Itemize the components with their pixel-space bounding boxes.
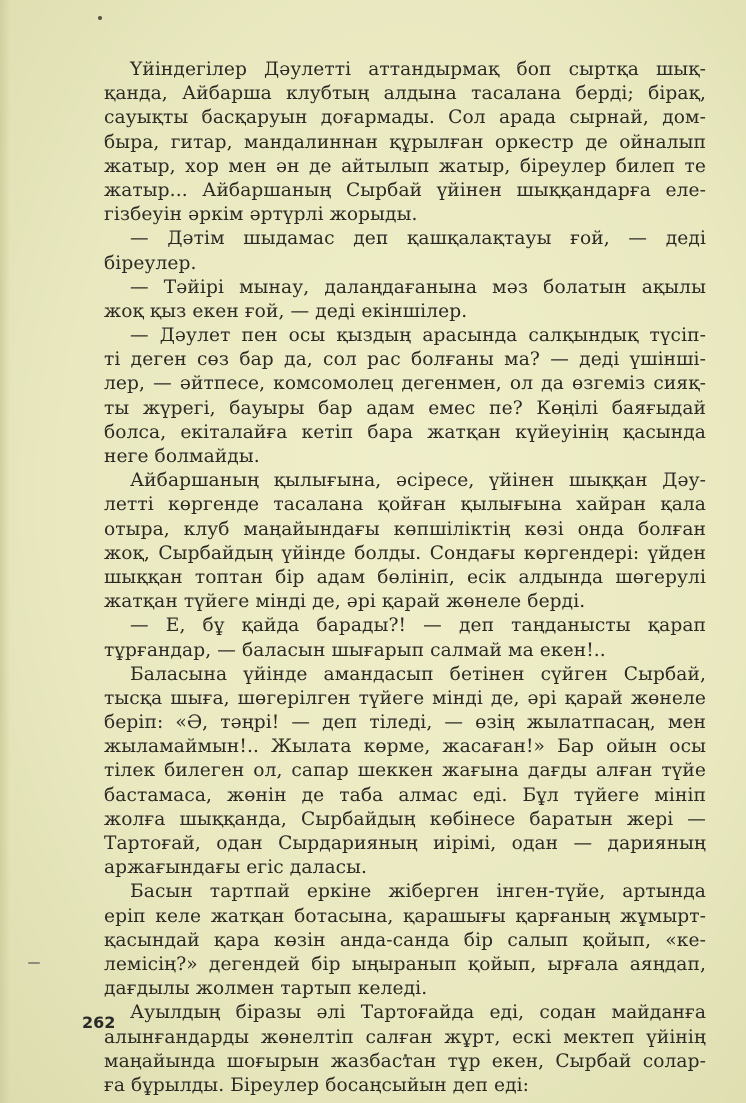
text-line: ты жүрегі, бауыры бар адам емес пе? Көңілі баяғыдай (104, 397, 706, 419)
text-line: летті көргенде тасалана қойған қылығына хайран қала (104, 494, 706, 516)
text-line: неге болмайды. (104, 446, 260, 467)
text-line: тұрғандар, — баласын шығарып салмай ма екен!.. (104, 639, 606, 661)
text-line: аржағындағы егіс даласы. (104, 857, 368, 879)
page-number: 262 (82, 1013, 116, 1032)
text-line: жатқан түйеге мінді де, әрі қарай жөнеле берді. (104, 591, 586, 613)
text-line: алынғандарды жөнелтіп салған жұрт, ескі мектеп үйінің (104, 1026, 706, 1048)
text-line: жоқ қыз екен ғой, — деді екіншілер. (104, 300, 468, 322)
text-line: Айбаршаның қылығына, әсіресе, үйінен шыққан Дәу- (130, 470, 706, 492)
text-line: жыламаймын!.. Жылата көрме, жасаған!» Бар ойын осы (104, 736, 706, 758)
page-edge-shadow (0, 0, 10, 1103)
text-line: Ауылдың біразы әлі Тартоғайда еді, содан майданға (130, 1002, 706, 1024)
text-line: Үйіндегілер Дәулетті аттандырмақ боп сыртқа шық- (130, 59, 706, 80)
text-line: отыра, клуб маңайындағы көпшіліктің көзі онда болған (104, 518, 706, 540)
text-line: Тартоғай, одан Сырдарияның иірімі, одан — дарияның (104, 833, 706, 854)
text-line: тысқа шыға, шөгерілген түйеге мінді де, әрі қарай жөнеле (104, 687, 706, 709)
text-line: біреулер. (104, 252, 197, 274)
text-line: Басын тартпай еркіне жіберген інген-түйе, артында (130, 881, 706, 903)
text-line: дағдылы жолмен тартып келеді. (104, 978, 428, 1000)
text-line: жолға шыққанда, Сырбайдың көбінесе баратын жері — (104, 808, 706, 830)
text-line: — Дәтім шыдамас деп қашқалақтауы ғой, — деді (130, 228, 706, 250)
text-line: жоқ, Сырбайдың үйінде болды. Сондағы көргендері: үйден (104, 542, 706, 564)
text-line: ға бұрылды. Біреулер босаңсыйын деп еді: (104, 1074, 530, 1096)
body-text (104, 58, 706, 1098)
text-line: тілек билеген ол, сапар шеккен жағына дағды алған түйе (104, 760, 706, 782)
text-line: жатыр... Айбаршаның Сырбай үйінен шыққандарға еле- (104, 179, 706, 201)
print-speck (98, 16, 102, 20)
text-line: быра, гитар, мандалиннан құрылған оркестр де ойналып (104, 131, 706, 153)
text-line: еріп келе жатқан ботасына, қарашығы қарғаның жұмырт- (104, 905, 706, 927)
text-line: қанда, Айбарша клубтың алдына тасалана берді; бірақ, (104, 83, 706, 105)
text-line: — Дәулет пен осы қыздың арасында салқындық түсіп- (130, 325, 706, 347)
text-line: — Тәйірі мынау, далаңдағанына мәз болатын ақылы (130, 276, 706, 298)
text-line: болса, екіталайға кетіп бара жатқан күйеуінің қасында (104, 421, 706, 443)
text-line: маңайында шоғырын жазбастан тұр екен, Сырбай солар- (104, 1050, 706, 1072)
text-line: беріп: «Ә, тәңрі! — деп тіледі, — өзің жылатпасаң, мен (104, 712, 706, 734)
text-line: — Е, бұ қайда барады?! — деп таңданысты қарап (130, 615, 706, 637)
print-speck (28, 962, 40, 964)
text-line: Баласына үйінде амандасып бетінен сүйген Сырбай, (130, 663, 706, 685)
text-line: гізбеуін әркім әртүрлі жорыды. (104, 204, 418, 226)
text-line: сауықты басқаруын доғармады. Сол арада сырнай, дом- (104, 107, 706, 129)
text-line: лемісің?» дегендей бір ыңыранып қойып, ырғала аяңдап, (104, 953, 706, 975)
text-line: бастамаса, жөнін де таба алмас еді. Бұл түйеге мініп (104, 784, 706, 806)
text-line: қасындай қара көзін анда-санда бір салып қойып, «ке- (104, 929, 706, 951)
text-line: жатыр, хор мен ән де айтылып жатыр, біреулер билеп те (104, 155, 706, 177)
text-line: ті деген сөз бар да, сол рас болғаны ма? — деді үшінші- (104, 349, 706, 371)
text-line: шыққан топтан бір адам бөлініп, есік алдында шөгерулі (104, 566, 706, 588)
text-line: лер, — әйтпесе, комсомолец дегенмен, ол да өзгеміз сияқ- (104, 373, 706, 395)
